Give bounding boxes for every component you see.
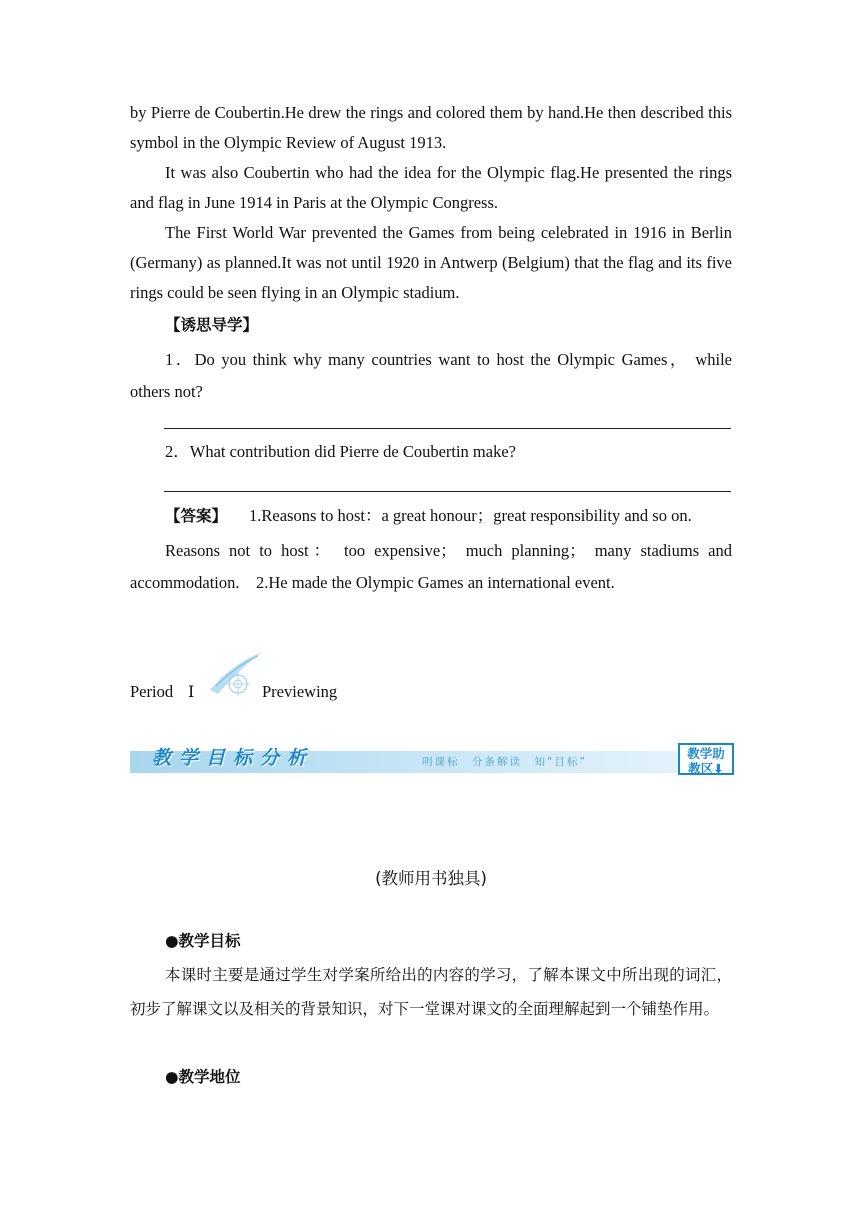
period-heading [130,650,732,710]
period-title: Previewing [262,682,338,701]
objectives-body: 本课时主要是通过学生对学案所给出的内容的学习，了解本课文中所出现的词汇，初步了解课文以及相关的背景知识，对下一堂课对课文的全面理解起到一个铺垫作用。 [130,966,732,1018]
passage-paragraph-2: It was also Coubertin who had the idea for the Olympic flag.He presented the rings and flag in June 1914 in Paris at the Olympic Congress. [130,163,732,212]
guide-heading: 【诱思导学】 [165,316,259,334]
answer-line-1-text: 1.Reasons to host：a great honour；great responsibility and so on. [249,506,692,525]
answer-row [130,501,732,531]
banner-subtitle: 明课标 分条解读 知“目标” [422,756,587,768]
badge-line-2: 教区⬇ [688,761,724,776]
banner-title: 教学目标分析 [152,747,315,769]
objectives-heading: ●教学目标 [165,932,241,950]
passage-paragraph-1: by Pierre de Coubertin.He drew the rings and colored them by hand.He then described this symbol in the Olympic Review of August 1913. [130,103,732,152]
question-2: 2．What contribution did Pierre de Coubertin make? [165,442,516,461]
answer-line-2-text: Reasons not to host： too expensive； much planning； many stadiums and accommodation. 2.He made the Olympic Games an international event. [130,541,732,592]
question-1: 1．Do you think why many countries want to host the Olympic Games， while others not? [130,350,732,401]
passage-paragraph-3: The First World War prevented the Games from being celebrated in 1916 in Berlin (Germany) as planned.It was not until 1920 in Antwerp (Belgium) that the flag and its five rings could be seen flying in an Olympic stadium. [130,223,732,302]
position-heading: ●教学地位 [165,1068,241,1086]
teacher-note: (教师用书独具) [375,869,487,888]
answer-line-2 [164,491,731,492]
period-number: Ⅰ [188,684,195,701]
badge-line-1: 教学助 [687,746,725,761]
period-word: Period [130,682,174,701]
compass-emblem-icon [208,650,264,698]
answer-line-1 [164,428,731,429]
teaching-area-badge [678,743,734,775]
section-banner [130,743,738,777]
answer-label: 【答案】 [165,507,228,525]
